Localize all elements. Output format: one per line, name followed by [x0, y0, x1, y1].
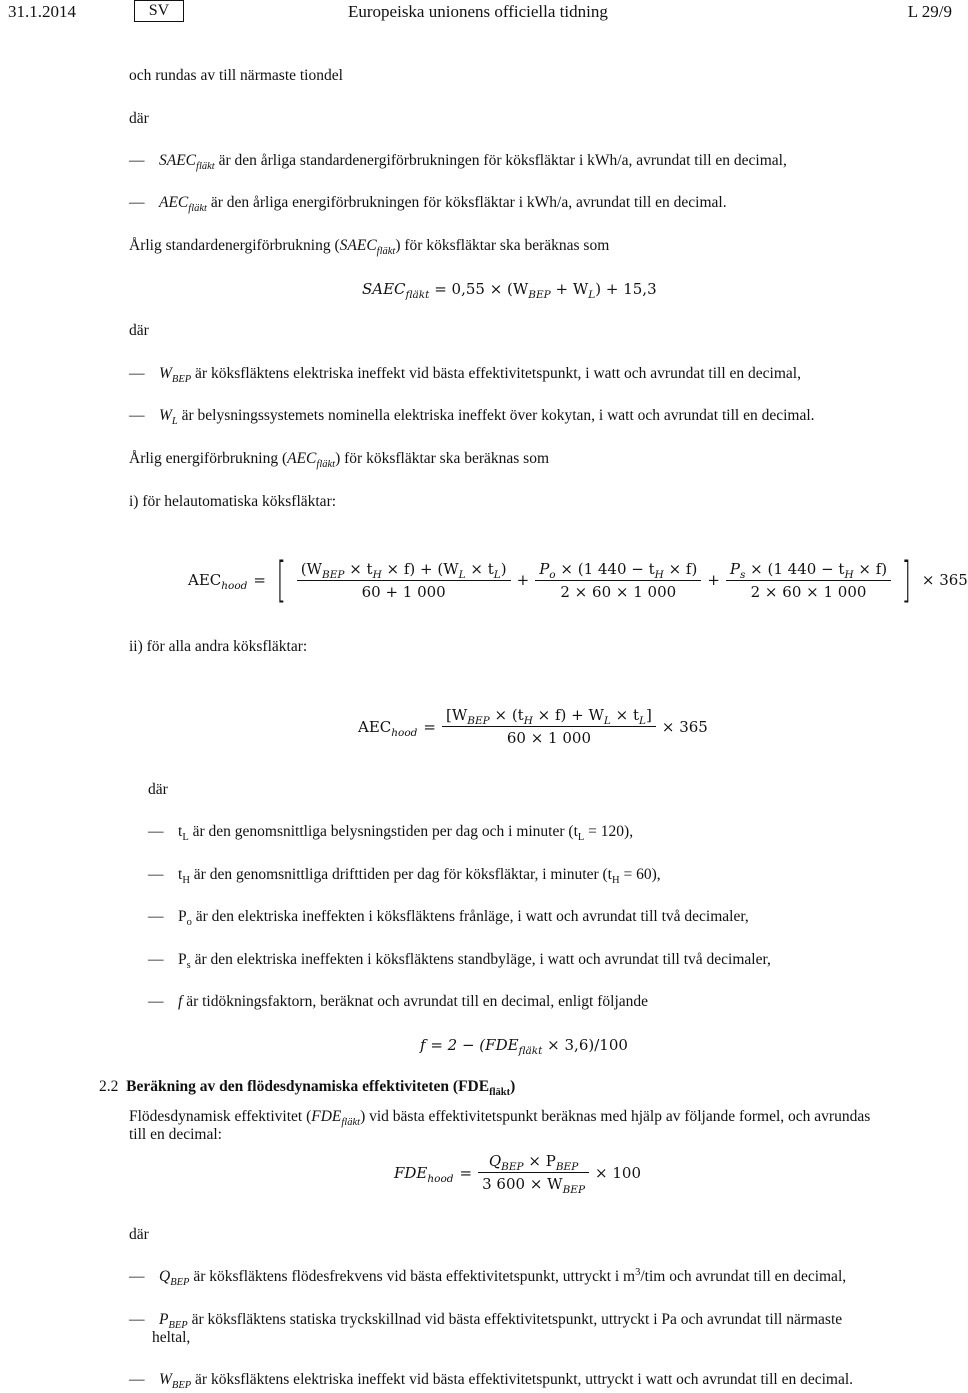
dar-label-2: där [129, 322, 149, 339]
dar-label-3: där [148, 781, 168, 798]
item-i-label: i) för helautomatiska köksfläktar: [129, 493, 337, 510]
pbep-definition: — $P_{BEP}$ är köksfläktens statiska tryckskillnad vid bästa effektivitetspunkt, uttryckt i Pa och avrundat till närmaste [129, 1311, 843, 1331]
language-badge: SV [134, 0, 184, 22]
tl-definition: — $t_L$ är den genomsnittliga belysningstiden per dag och i minuter $(t_L = 120)$, [148, 823, 634, 843]
aec-fraction-2: $\frac{P_o \times (1 440 - t_H \times f)}{2 \times 60 \times 1 000}$ [535, 560, 701, 601]
saec-formula: $SAEC_{fläkt} = 0,55 \times (W_{BEP} + W_L) + 15,3$ [362, 280, 657, 301]
journal-title: Europeiska unionens officiella tidning [348, 2, 608, 21]
dar-label-4: där [129, 1226, 149, 1243]
fde-fraction: $\frac{Q_{BEP} \times P_{BEP}}{3 600 \times W_{BEP}}$ [478, 1152, 589, 1193]
publication-date: 31.1.2014 [8, 2, 76, 21]
section-heading: 2.2 Beräkning av den flödesdynamiska effektiviteten $(FDE_{fläkt})$ [99, 1078, 516, 1098]
ps-definition: — $P_s$ är den elektriska ineffekten i köksfläktens standbyläge, i watt och avrundat till två decimaler, [148, 951, 771, 971]
qbep-definition: — $Q_{BEP}$ är köksfläktens flödesfrekvens vid bästa effektivitetspunkt, uttryckt i $m^3$/tim och avrundat till en decimal, [129, 1267, 847, 1288]
dar-label-1: där [129, 110, 149, 127]
wbep2-definition: — $W_{BEP}$ är köksfläktens elektriska ineffekt vid bästa effektivitetspunkt, uttryckt i watt och avrundat till en decimal. [129, 1371, 854, 1391]
f-definition: — f är tidökningsfaktorn, beräknat och avrundat till en decimal, enligt följande [148, 993, 649, 1010]
rounding-line: och rundas av till närmaste tiondel [129, 67, 343, 84]
aec-intro: Årlig energiförbrukning $(AEC_{fläkt})$ för köksfläktar ska beräknas som [129, 450, 549, 470]
f-formula: $f = 2 - (FDE_{fläkt} \times 3,6)/100$ [420, 1036, 628, 1057]
aec-fraction-1: $\frac{(W_{BEP} \times t_H \times f) + (W_L \times t_L)}{60 + 1 000}$ [297, 560, 511, 601]
saec-intro: Årlig standardenergiförbrukning $(SAEC_{fläkt})$ för köksfläktar ska beräknas som [129, 237, 610, 257]
item-ii-label: ii) för alla andra köksfläktar: [129, 638, 308, 655]
page-reference: L 29/9 [907, 2, 952, 21]
aec-definition: — $AEC_{fläkt}$ är den årliga energiförbrukningen för köksfläktar i kWh/a, avrundat till en decimal. [129, 194, 727, 214]
wbep-definition: — $W_{BEP}$ är köksfläktens elektriska ineffekt vid bästa effektivitetspunkt, i watt och avrundat till en decimal, [129, 365, 801, 385]
saec-definition: — $SAEC_{fläkt}$ är den årliga standardenergiförbrukningen för köksfläktar i kWh/a, avrundat till en decimal, [129, 152, 787, 172]
fde-formula: $FDE_{hood}$ = $\frac{Q_{BEP} \times P_{BEP}}{3 600 \times W_{BEP}}$ × 100 [394, 1152, 641, 1196]
aec-fraction-3: $\frac{P_s \times (1 440 - t_H \times f)}{2 \times 60 \times 1 000}$ [726, 560, 891, 601]
po-definition: — $P_o$ är den elektriska ineffekten i köksfläktens frånläge, i watt och avrundat till två decimaler, [148, 908, 749, 928]
aec2-fraction: $\frac{[W_{BEP} \times (t_H \times f) + W_L \times t_L]}{60 \times 1 000}$ [442, 706, 656, 747]
th-definition: — $t_H$ är den genomsnittliga drifttiden per dag för köksfläktar, i minuter $(t_H = 60)$, [148, 866, 661, 886]
aec-formula-other: $AEC_{hood}$ = $\frac{[W_{BEP} \times (t_H \times f) + W_L \times t_L]}{60 \times 1 000}$ × 365 [358, 706, 708, 747]
page-header [0, 0, 960, 28]
wl-definition: — $W_L$ är belysningssystemets nominella elektriska ineffekt över kokytan, i watt och avrundat till en decimal. [129, 407, 815, 427]
pbep-definition-line2: heltal, [152, 1329, 191, 1346]
aec-formula-automatic: $AEC_{hood}$ = [ $\frac{(W_{BEP} \times t_H \times f) + (W_L \times t_L)}{60 + 1 000}$ + $\frac{P_o \times (1 440 - t_H \times f)}{2 \times 60 \times 1 000}$ + $\frac{P_s \times (1 440 - t_H \times f)}{2 \times 60 \times 1 000}$ ] × 365 [188, 552, 968, 608]
fde-intro: Flödesdynamisk effektivitet $(FDE_{fläkt})$ vid bästa effektivitetspunkt beräknas med hjälp av följande formel, och avrundas [129, 1108, 871, 1128]
fde-intro-line2: till en decimal: [129, 1126, 222, 1143]
